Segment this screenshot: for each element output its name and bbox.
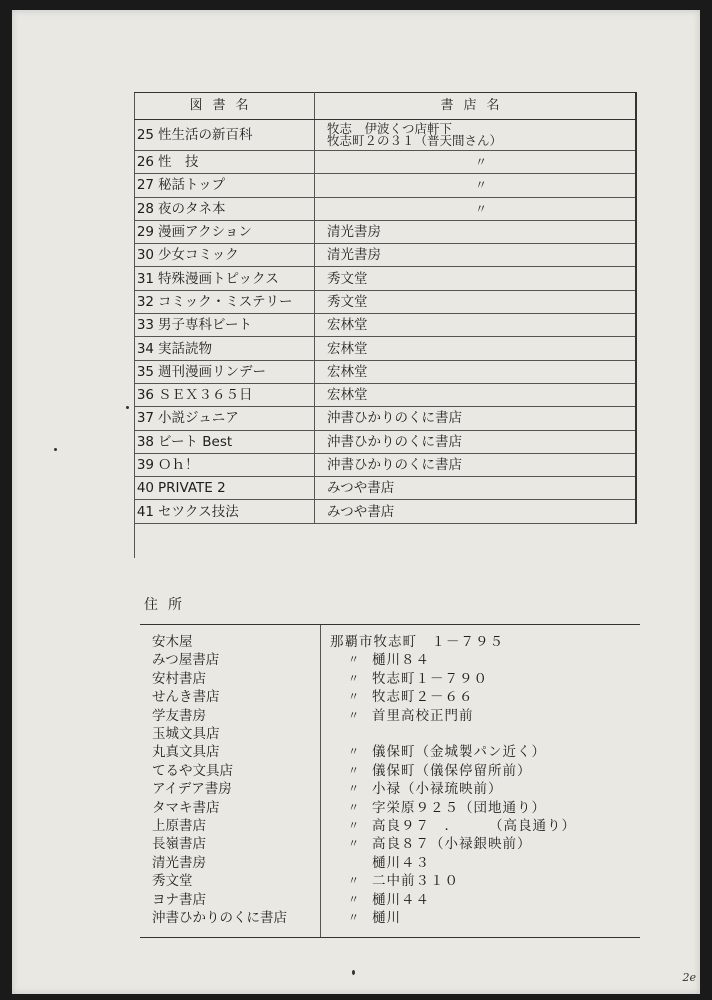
book-title: コミック・ミステリー	[156, 290, 315, 313]
row-number: 36	[134, 383, 156, 406]
shop-address: 高良８７（小禄銀映前）	[372, 836, 532, 853]
shop-name: みつ屋書店	[152, 652, 220, 669]
shop-name: 学友書房	[152, 707, 206, 724]
shop-name: アイデア書房	[152, 781, 232, 798]
address-row	[140, 762, 640, 780]
header-store-cell: 書店名	[315, 93, 637, 120]
store-name: 清光書房	[315, 220, 637, 243]
shop-name: 安村書店	[152, 670, 206, 687]
document-page	[12, 10, 700, 994]
shop-address: 樋川８４	[372, 652, 430, 669]
shop-address: 儀保町（儀保停留所前）	[372, 762, 532, 779]
store-name: 宏林堂	[315, 314, 637, 337]
shop-address: 牧志町２－６６	[372, 689, 474, 706]
table-row	[134, 383, 636, 406]
store-name: 秀文堂	[315, 290, 637, 313]
shop-name: 清光書房	[152, 854, 206, 871]
shop-address: 高良９７ ． （高良通り）	[372, 818, 576, 834]
shop-address: 小禄（小禄琉映前）	[372, 781, 503, 798]
book-title: ＳＥＸ３６５日	[156, 383, 315, 406]
row-number: 29	[134, 220, 156, 243]
book-title: 小説ジュニア	[156, 407, 315, 430]
row-number: 33	[134, 314, 156, 337]
shop-name: 沖書ひかりのくに書店	[152, 910, 287, 926]
store-name	[315, 120, 637, 151]
address-row	[140, 688, 640, 706]
row-number: 37	[134, 407, 156, 430]
shop-name: 上原書店	[152, 818, 206, 834]
row-number: 32	[134, 290, 156, 313]
shop-name: ヨナ書店	[152, 891, 206, 908]
ditto-mark: 〃	[348, 819, 359, 832]
shop-name: せんき書店	[152, 689, 220, 706]
row-number: 31	[134, 267, 156, 290]
table-row	[134, 244, 636, 267]
page-number: 2e	[682, 971, 696, 984]
book-title: 特殊漫画トピックス	[156, 267, 315, 290]
book-title: ビート Best	[156, 430, 315, 453]
book-title: PRIVATE 2	[156, 477, 315, 500]
shop-address: 二中前３１０	[372, 873, 459, 890]
book-title: 漫画アクション	[156, 220, 315, 243]
shop-address: 字栄原９２５（団地通り）	[372, 799, 546, 816]
table-row	[134, 407, 636, 430]
store-name: 秀文堂	[315, 267, 637, 290]
address-row	[140, 891, 640, 909]
ditto-mark: 〃	[348, 837, 359, 851]
book-title: Ｏｈ！	[156, 453, 315, 476]
ink-speck	[126, 406, 129, 409]
row-number: 38	[134, 430, 156, 453]
shop-address: 牧志町１－７９０	[372, 670, 488, 687]
store-name: 宏林堂	[315, 360, 637, 383]
ditto-mark: 〃	[474, 155, 487, 170]
address-row	[140, 780, 640, 798]
address-row	[140, 707, 640, 725]
row-number: 27	[134, 174, 156, 197]
shop-address: 首里高校正門前	[372, 707, 474, 724]
address-table	[140, 624, 640, 938]
shop-address: 樋川４４	[372, 891, 430, 908]
table-row	[134, 500, 636, 523]
row-number: 26	[134, 151, 156, 174]
table-row	[134, 197, 636, 220]
table-row	[134, 220, 636, 243]
ditto-mark: 〃	[348, 782, 359, 796]
store-name: 宏林堂	[315, 337, 637, 360]
address-row	[140, 670, 640, 688]
address-row	[140, 872, 640, 890]
table-row	[134, 314, 636, 337]
store-name: みつや書店	[315, 477, 637, 500]
store-name	[315, 151, 637, 174]
store-name	[315, 174, 637, 197]
header-title-cell: 図書名	[134, 93, 315, 120]
shop-address: 那覇市牧志町 １－７９５	[330, 634, 504, 650]
ditto-mark: 〃	[348, 800, 359, 814]
book-title: 男子専科ビート	[156, 314, 315, 337]
ditto-mark: 〃	[348, 892, 359, 906]
ditto-mark: 〃	[474, 178, 487, 193]
table-row	[134, 174, 636, 197]
table-row	[134, 151, 636, 174]
row-number: 28	[134, 197, 156, 220]
table-row	[134, 120, 636, 151]
address-row	[140, 725, 640, 743]
address-row	[140, 854, 640, 872]
table-row	[134, 477, 636, 500]
ditto-mark: 〃	[474, 201, 487, 216]
shop-address: 樋川４３	[372, 854, 430, 871]
store-name-line: 牧志 伊波くつ店軒下	[327, 121, 453, 136]
row-number: 40	[134, 477, 156, 500]
ditto-mark: 〃	[348, 653, 359, 667]
row-number: 25	[134, 120, 156, 151]
store-name	[315, 197, 637, 220]
row-number: 34	[134, 337, 156, 360]
table-row	[134, 453, 636, 476]
store-name: 沖書ひかりのくに書店	[315, 430, 637, 453]
store-name: みつや書店	[315, 500, 637, 523]
ink-speck	[54, 448, 57, 451]
shop-name: てるや文具店	[152, 762, 233, 779]
ditto-mark: 〃	[348, 874, 359, 888]
row-number: 39	[134, 453, 156, 476]
row-number: 41	[134, 500, 156, 523]
address-row	[140, 799, 640, 817]
store-name: 清光書房	[315, 244, 637, 267]
book-title: 夜のタネ本	[156, 197, 315, 220]
store-name: 宏林堂	[315, 383, 637, 406]
book-title: 秘話トップ	[156, 174, 315, 197]
shop-address: 儀保町（金城製パン近く）	[372, 744, 546, 761]
ditto-mark: 〃	[348, 690, 359, 704]
address-row	[140, 651, 640, 669]
book-title: セツクス技法	[156, 500, 315, 523]
address-row	[140, 743, 640, 761]
ditto-mark: 〃	[348, 745, 359, 759]
shop-name: タマキ書店	[152, 799, 220, 816]
shop-name: 長嶺書店	[152, 836, 206, 853]
store-name: 沖書ひかりのくに書店	[315, 407, 637, 430]
shop-address: 樋川	[372, 910, 401, 926]
book-title: 少女コミック	[156, 244, 315, 267]
row-number: 35	[134, 360, 156, 383]
table-row	[134, 337, 636, 360]
book-title: 性生活の新百科	[156, 120, 315, 151]
address-row	[140, 835, 640, 853]
ditto-mark: 〃	[348, 763, 359, 777]
table-header-row	[134, 93, 636, 120]
table-row	[134, 430, 636, 453]
address-heading: 住所	[144, 597, 192, 613]
book-store-table	[134, 92, 637, 524]
address-row	[140, 633, 640, 651]
row-number: 30	[134, 244, 156, 267]
book-title: 性 技	[156, 151, 315, 174]
table-row	[134, 360, 636, 383]
book-title: 実話読物	[156, 337, 315, 360]
address-row	[140, 909, 640, 927]
ditto-mark: 〃	[348, 911, 359, 924]
shop-name: 秀文堂	[152, 873, 193, 890]
book-title: 週刊漫画リンデー	[156, 360, 315, 383]
store-name: 沖書ひかりのくに書店	[315, 453, 637, 476]
shop-name: 玉城文具店	[152, 726, 220, 742]
store-name-line: 牧志町２の３１（普天間さん）	[327, 133, 503, 148]
table-row	[134, 267, 636, 290]
table-row	[134, 290, 636, 313]
ditto-mark: 〃	[348, 671, 359, 685]
shop-name: 安木屋	[152, 634, 193, 650]
address-row	[140, 817, 640, 835]
ditto-mark: 〃	[348, 708, 359, 722]
ink-speck	[352, 970, 355, 975]
shop-name: 丸真文具店	[152, 744, 220, 761]
